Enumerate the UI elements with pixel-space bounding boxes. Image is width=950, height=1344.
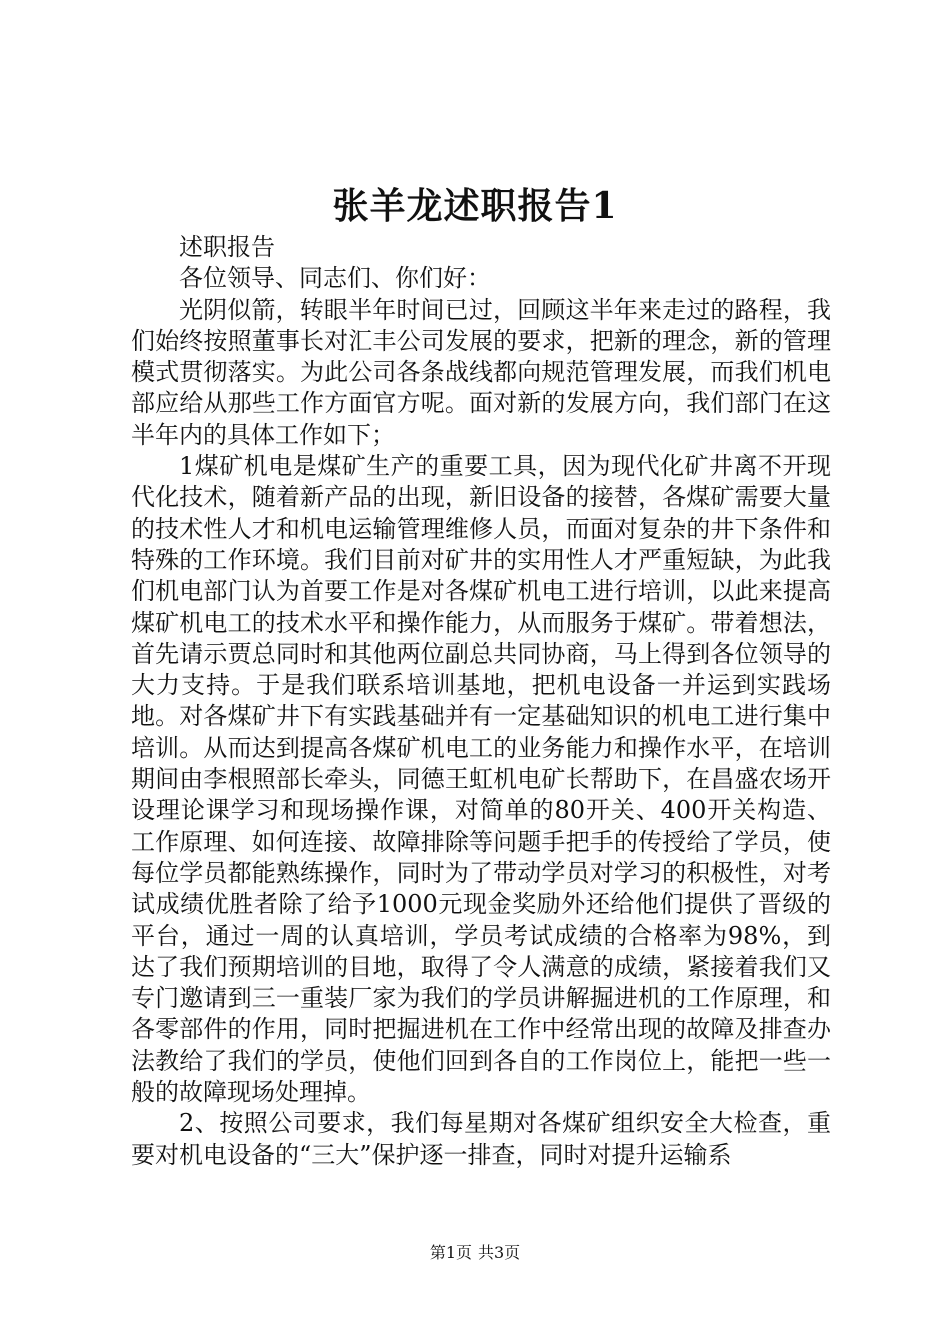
paragraph-heading: 述职报告	[179, 233, 275, 261]
page-number: 第1页	[429, 1243, 472, 1262]
document-body	[131, 232, 831, 1171]
paragraph-greeting: 各位领导、同志们、你们好：	[179, 264, 491, 293]
page-total: 共3页	[478, 1243, 521, 1262]
paragraph-item-1: 1煤矿机电是煤矿生产的重要工具，因为现代化矿井离不开现代化技术，随着新产品的出现，新旧设备的接替，各煤矿需要大量的技术性人才和机电运输管理维修人员，而面对复杂的井下条件和特殊的工作环境。我们目前对矿井的实用性人才严重短缺，为此我们机电部门认为首要工作是对各煤矿机电工进行培训，以此来提高煤矿机电工的技术水平和操作能力，从而服务于煤矿。带着想法，首先请示贾总同时和其他两位副总共同协商，马上得到各位领导的大力支持。于是我们联系培训基地，把机电设备一并运到实践场地。对各煤矿井下有实践基础并有一定基础知识的机电工进行集中培训。从而达到提高各煤矿机电工的业务能力和操作水平，在培训期间由李根照部长牵头，同德王虹机电矿长帮助下，在昌盛农场开设理论课学习和现场操作课，对简单的80开关、400开关构造、工作原理、如何连接、故障排除等问题手把手的传授给了学员，使每位学员都能熟练操作，同时为了带动学员对学习的积极性，对考试成绩优胜者除了给予1000元现金奖励外还给他们提供了晋级的平台，通过一周的认真培训，学员考试成绩的合格率为98%，到达了我们预期培训的目地，取得了令人满意的成绩，紧接着我们又专门邀请到三一重装厂家为我们的学员讲解掘进机的工作原理，和各零部件的作用，同时把掘进机在工作中经常出现的故障及排查办法教给了我们的学员，使他们回到各自的工作岗位上，能把一些一般的故障现场处理掉。	[131, 452, 831, 1107]
paragraph-intro: 光阴似箭，转眼半年时间已过，回顾这半年来走过的路程，我们始终按照董事长对汇丰公司发展的要求，把新的理念，新的管理模式贯彻落实。为此公司各条战线都向规范管理发展，而我们机电部应给从那些工作方面官方呢。面对新的发展方向，我们部门在这半年内的具体工作如下；	[131, 295, 831, 449]
page-footer	[0, 1242, 950, 1264]
document-title: 张羊龙述职报告1	[332, 185, 618, 227]
paragraph-item-2: 2、按照公司要求，我们每星期对各煤矿组织安全大检查，重要对机电设备的“三大”保护逐一排查，同时对提升运输系	[131, 1109, 831, 1169]
